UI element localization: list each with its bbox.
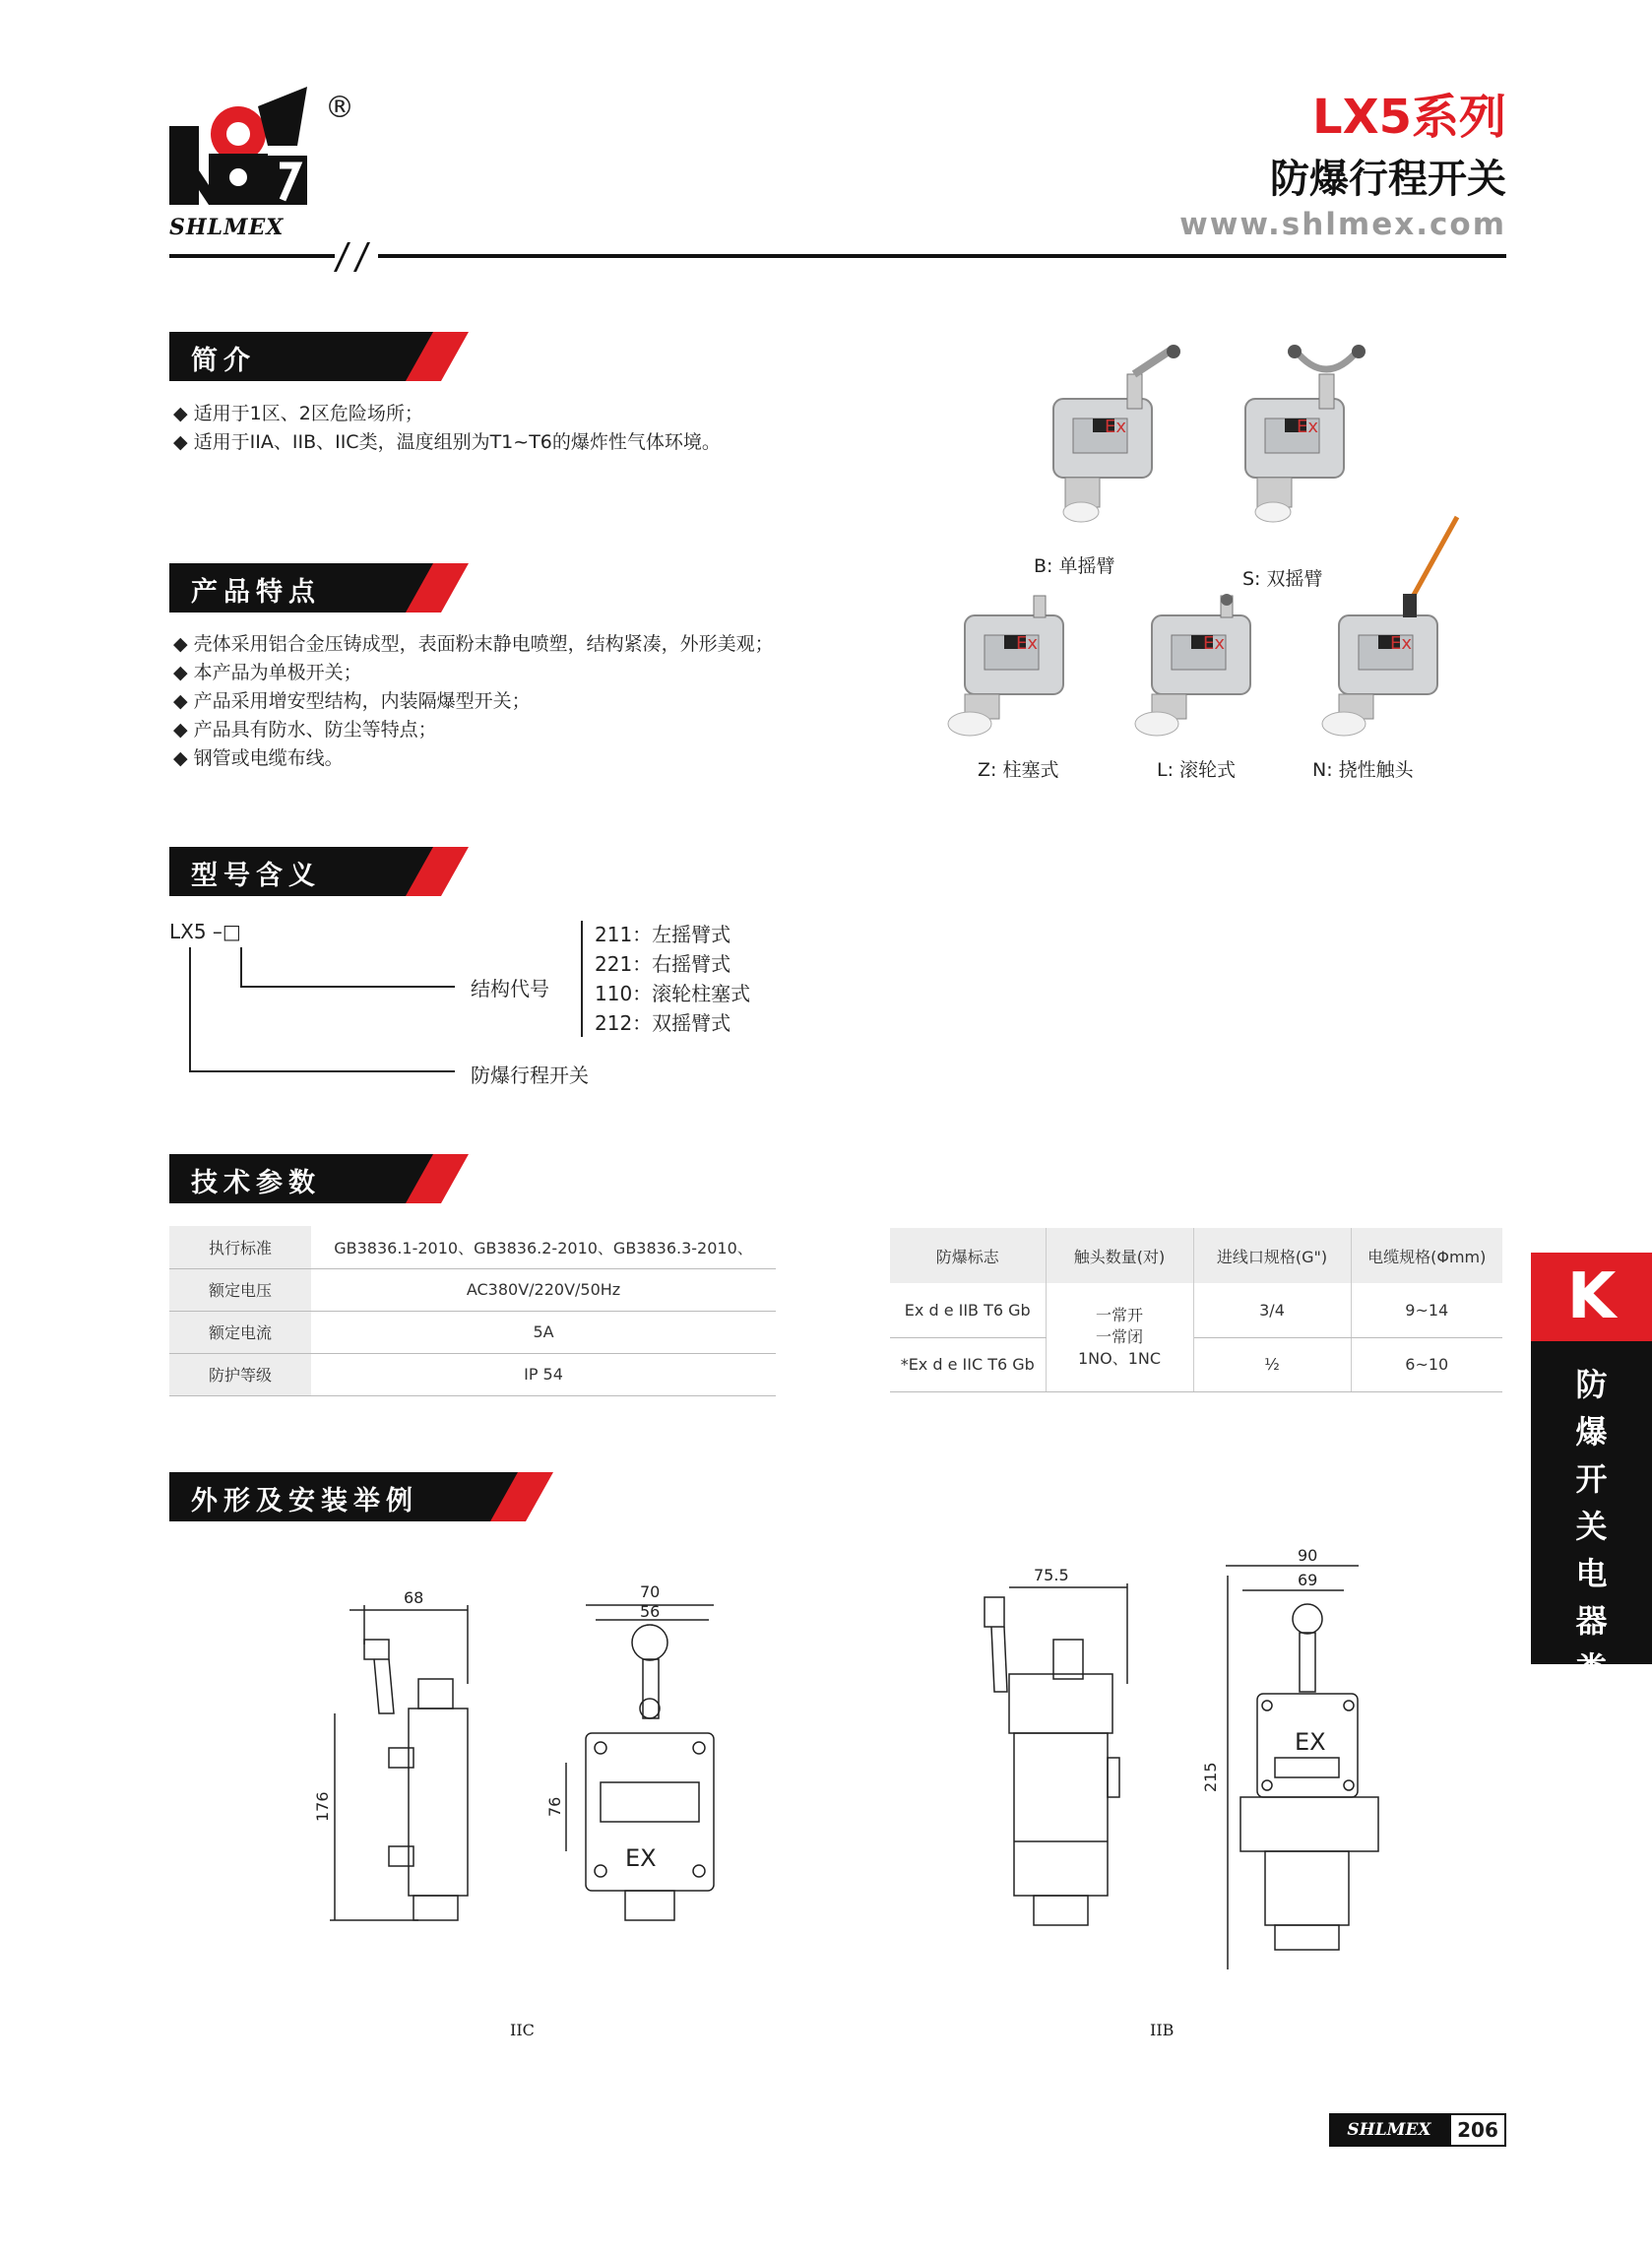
list-item: ◆ 钢管或电缆布线。 [173, 744, 882, 773]
caption-l: L: 滚轮式 [1157, 759, 1237, 781]
table-cell: *Ex d e IIC T6 Gb [890, 1337, 1046, 1391]
contact-line: 1NO、1NC [1077, 1348, 1162, 1368]
spec-table [169, 1226, 776, 1396]
dim-width-side: 68 [404, 1588, 424, 1607]
struct-code-label: 结构代号 [471, 977, 549, 1000]
product-image-z [935, 596, 1093, 743]
category-char: 开 [1575, 1460, 1608, 1498]
caption-b: B: 单摇臂 [1034, 555, 1115, 577]
page-number: 206 [1449, 2113, 1506, 2147]
model-options [595, 920, 750, 1038]
table-row [890, 1283, 1502, 1337]
category-letter: K [1566, 1260, 1617, 1333]
list-item: 221：右摇臂式 [595, 952, 731, 976]
section-header-intro [169, 332, 465, 381]
brand-name: SHLMEX [169, 215, 285, 240]
svg-text:Ex: Ex [1016, 633, 1039, 654]
ex-label: EX [625, 1844, 657, 1872]
model-leader-line [189, 1070, 455, 1072]
product-subtitle: 防爆行程开关 [1270, 157, 1506, 202]
website-url[interactable]: www.shlmex.com [1179, 207, 1506, 242]
table-cell: Ex d e IIB T6 Gb [890, 1283, 1046, 1337]
list-item: 211：左摇臂式 [595, 923, 731, 946]
list-item: 212：双摇臂式 [595, 1011, 731, 1035]
dim-box-height: 76 [545, 1796, 564, 1817]
table-cell: GB3836.1-2010、GB3836.2-2010、GB3836.3-2010、 [311, 1226, 776, 1268]
category-char: 器 [1575, 1602, 1608, 1640]
category-label [1531, 1361, 1652, 1692]
section-title: 外形及安装举例 [191, 1486, 418, 1516]
switch-label: 防爆行程开关 [471, 1064, 589, 1087]
list-item: 110：滚轮柱塞式 [595, 982, 751, 1005]
table-header: 进线口规格(G") [1193, 1228, 1351, 1283]
model-leader-line [240, 947, 242, 987]
table-cell: AC380V/220V/50Hz [311, 1268, 776, 1311]
section-title: 产品特点 [191, 577, 321, 608]
table-cell: 9~14 [1351, 1283, 1502, 1337]
category-char: 电 [1575, 1555, 1608, 1592]
table-cell: 执行标准 [169, 1226, 311, 1268]
contacts-cell [1046, 1283, 1193, 1391]
table-cell: 5A [311, 1311, 776, 1353]
dim-width-front: 70 [640, 1582, 661, 1601]
table-row [169, 1226, 776, 1268]
header-slash [334, 242, 350, 272]
table-cell: 额定电压 [169, 1268, 311, 1311]
section-header-tech [169, 1154, 465, 1203]
list-item: ◆ 适用于1区、2区危险场所； [173, 400, 882, 428]
table-cell: 3/4 [1193, 1283, 1351, 1337]
product-image-l [1122, 596, 1280, 743]
svg-text:Ex: Ex [1297, 417, 1319, 437]
caption-n: N: 挠性触头 [1312, 759, 1414, 781]
section-header-outline [169, 1472, 563, 1521]
drawing-caption-iib: IIB [1150, 2021, 1175, 2039]
product-image-n [1309, 517, 1467, 743]
table-header: 触头数量(对) [1046, 1228, 1193, 1283]
contact-line: 一常闭 [1095, 1326, 1143, 1346]
table-cell: IP 54 [311, 1353, 776, 1395]
product-image-s [1236, 350, 1393, 527]
list-item: ◆ 适用于IIA、IIB、IIC类，温度组别为T1~T6的爆炸性气体环境。 [173, 428, 882, 457]
header-rule-left [169, 254, 335, 258]
ex-table [890, 1228, 1502, 1392]
svg-text:Ex: Ex [1390, 633, 1413, 654]
footer-brand: SHLMEX [1329, 2113, 1449, 2147]
table-header-row [890, 1228, 1502, 1283]
list-item: ◆ 产品采用增安型结构，内装隔爆型开关； [173, 687, 882, 716]
category-char: 防 [1575, 1366, 1608, 1403]
table-cell: 额定电流 [169, 1311, 311, 1353]
table-cell: 防护等级 [169, 1353, 311, 1395]
svg-text:Ex: Ex [1105, 417, 1127, 437]
category-char: 爆 [1575, 1413, 1608, 1451]
category-char: 关 [1575, 1508, 1608, 1545]
list-item: ◆ 本产品为单极开关； [173, 659, 882, 687]
dim-width-front-inner: 69 [1298, 1571, 1318, 1589]
model-leader-line [189, 947, 191, 1071]
svg-text:Ex: Ex [1203, 633, 1226, 654]
features-list [173, 630, 882, 773]
section-header-model [169, 847, 465, 896]
header-rule [378, 254, 1506, 258]
contact-line: 一常开 [1095, 1305, 1143, 1324]
product-image-b [1044, 350, 1191, 527]
table-row [890, 1337, 1502, 1391]
section-title: 技术参数 [191, 1168, 321, 1198]
dim-width-front-inner: 56 [640, 1602, 661, 1621]
table-row [169, 1311, 776, 1353]
ex-label: EX [1295, 1728, 1326, 1756]
list-item: ◆ 产品具有防水、防尘等特点； [173, 716, 882, 744]
table-cell: ½ [1193, 1337, 1351, 1391]
drawing-iic [313, 1576, 733, 1969]
table-row [169, 1353, 776, 1395]
dim-height: 176 [313, 1791, 332, 1822]
list-item: ◆ 壳体采用铝合金压铸成型，表面粉末静电喷塑，结构紧凑，外形美观； [173, 630, 882, 659]
section-title: 简介 [191, 346, 256, 376]
model-leader-line [240, 986, 455, 988]
series-title: LX5系列 [1312, 90, 1506, 145]
registered-mark: ® [325, 91, 354, 125]
drawing-iib [970, 1546, 1403, 1999]
caption-s: S: 双摇臂 [1242, 568, 1323, 590]
dim-width-front: 90 [1298, 1546, 1318, 1565]
model-code: LX5 –□ [169, 920, 241, 943]
section-title: 型号含义 [191, 861, 321, 891]
section-header-features [169, 563, 465, 613]
drawing-caption-iic: IIC [510, 2021, 535, 2039]
category-char: 类 [1575, 1649, 1608, 1687]
table-cell: 6~10 [1351, 1337, 1502, 1391]
table-header: 电缆规格(Φmm) [1351, 1228, 1502, 1283]
header-slash [353, 242, 370, 272]
model-bracket [581, 921, 583, 1037]
intro-list [173, 400, 882, 457]
dim-height: 215 [1201, 1762, 1220, 1792]
caption-z: Z: 柱塞式 [978, 759, 1059, 781]
table-row [169, 1268, 776, 1311]
dim-width-side: 75.5 [1034, 1566, 1069, 1584]
table-header: 防爆标志 [890, 1228, 1046, 1283]
